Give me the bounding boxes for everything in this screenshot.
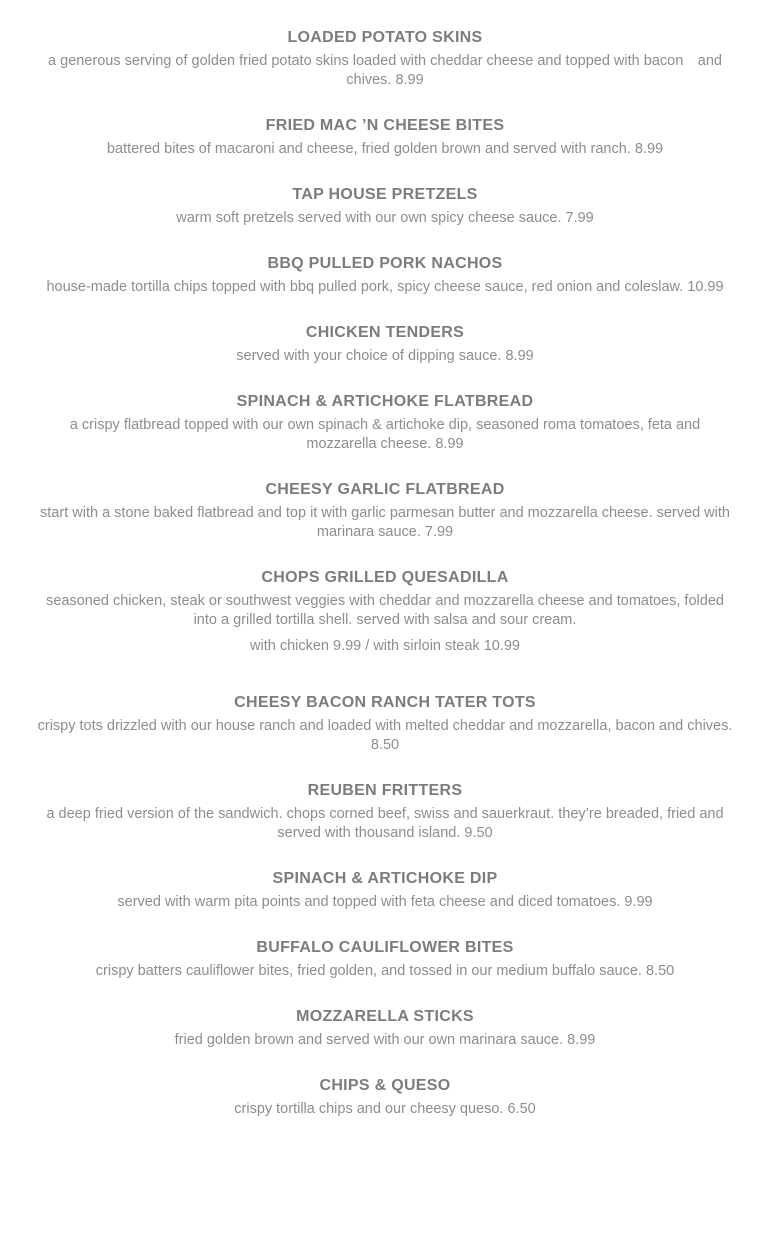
menu-item-spinach-artichoke-dip	[0, 868, 770, 912]
menu-item-spinach-artichoke-flatbread	[0, 391, 770, 454]
menu-item-chops-grilled-quesadilla	[0, 567, 770, 656]
item-description: served with your choice of dipping sauce. 8.99	[236, 348, 534, 364]
item-description: fried golden brown and served with our own marinara sauce. 8.99	[174, 1032, 596, 1048]
item-description: crispy tortilla chips and our cheesy queso. 6.50	[234, 1101, 536, 1117]
item-name: CHOPS GRILLED QUESADILLA	[261, 569, 509, 586]
item-name: LOADED POTATO SKINS	[287, 29, 483, 46]
menu-item-buffalo-cauliflower-bites	[0, 937, 770, 981]
menu-item-mozzarella-sticks	[0, 1006, 770, 1050]
menu-item-loaded-potato-skins	[0, 27, 770, 90]
item-description: house-made tortilla chips topped with bbq pulled pork, spicy cheese sauce, red onion and coleslaw. 10.99	[46, 279, 724, 295]
item-name: BUFFALO CAULIFLOWER BITES	[256, 939, 514, 956]
item-description: start with a stone baked flatbread and top it with garlic parmesan butter and mozzarella cheese. served with marinara sauce. 7.99	[40, 505, 730, 540]
menu-item-chips-queso	[0, 1075, 770, 1119]
item-description: battered bites of macaroni and cheese, fried golden brown and served with ranch. 8.99	[106, 141, 664, 157]
item-name: CHIPS & QUESO	[319, 1077, 451, 1094]
item-name: SPINACH & ARTICHOKE DIP	[272, 870, 498, 887]
menu-item-cheesy-bacon-ranch-tater-tots	[0, 692, 770, 755]
item-description: a crispy flatbread topped with our own spinach & artichoke dip, seasoned roma tomatoes, feta and mozzarella cheese. 8.99	[69, 417, 701, 452]
item-name: BBQ PULLED PORK NACHOS	[267, 255, 503, 272]
menu-list	[0, 27, 770, 1144]
item-description: crispy tots drizzled with our house ranch and loaded with melted cheddar and mozzarella, bacon and chives. 8.50	[37, 718, 733, 753]
item-price-options: with chicken 9.99 / with sirloin steak 10.99	[250, 638, 520, 654]
menu-item-chicken-tenders	[0, 322, 770, 366]
menu-item-reuben-fritters	[0, 780, 770, 843]
item-name: CHEESY GARLIC FLATBREAD	[265, 481, 505, 498]
item-name: SPINACH & ARTICHOKE FLATBREAD	[236, 393, 534, 410]
item-description: served with warm pita points and topped with feta cheese and diced tomatoes. 9.99	[117, 894, 653, 910]
menu-item-bbq-pulled-pork-nachos	[0, 253, 770, 297]
item-description: seasoned chicken, steak or southwest veggies with cheddar and mozzarella cheese and tomatoes, folded into a grilled tortilla shell. served with salsa and sour cream.	[46, 593, 724, 628]
item-name: CHICKEN TENDERS	[305, 324, 465, 341]
item-description: crispy batters cauliflower bites, fried golden, and tossed in our medium buffalo sauce. 8.50	[95, 963, 675, 979]
item-description: a generous serving of golden fried potato skins loaded with cheddar cheese and topped with bacon and chives. 8.99	[48, 53, 722, 88]
item-name: FRIED MAC ’N CHEESE BITES	[265, 117, 505, 134]
menu-item-fried-mac-n-cheese-bites	[0, 115, 770, 159]
item-name: TAP HOUSE PRETZELS	[292, 186, 478, 203]
menu-item-tap-house-pretzels	[0, 184, 770, 228]
item-name: MOZZARELLA STICKS	[296, 1008, 474, 1025]
menu-item-cheesy-garlic-flatbread	[0, 479, 770, 542]
item-description: warm soft pretzels served with our own spicy cheese sauce. 7.99	[176, 210, 594, 226]
item-description: a deep fried version of the sandwich. chops corned beef, swiss and sauerkraut. they’re breaded, fried and served with thousand island. 9.50	[46, 806, 724, 841]
item-name: REUBEN FRITTERS	[307, 782, 463, 799]
item-name: CHEESY BACON RANCH TATER TOTS	[234, 694, 536, 711]
